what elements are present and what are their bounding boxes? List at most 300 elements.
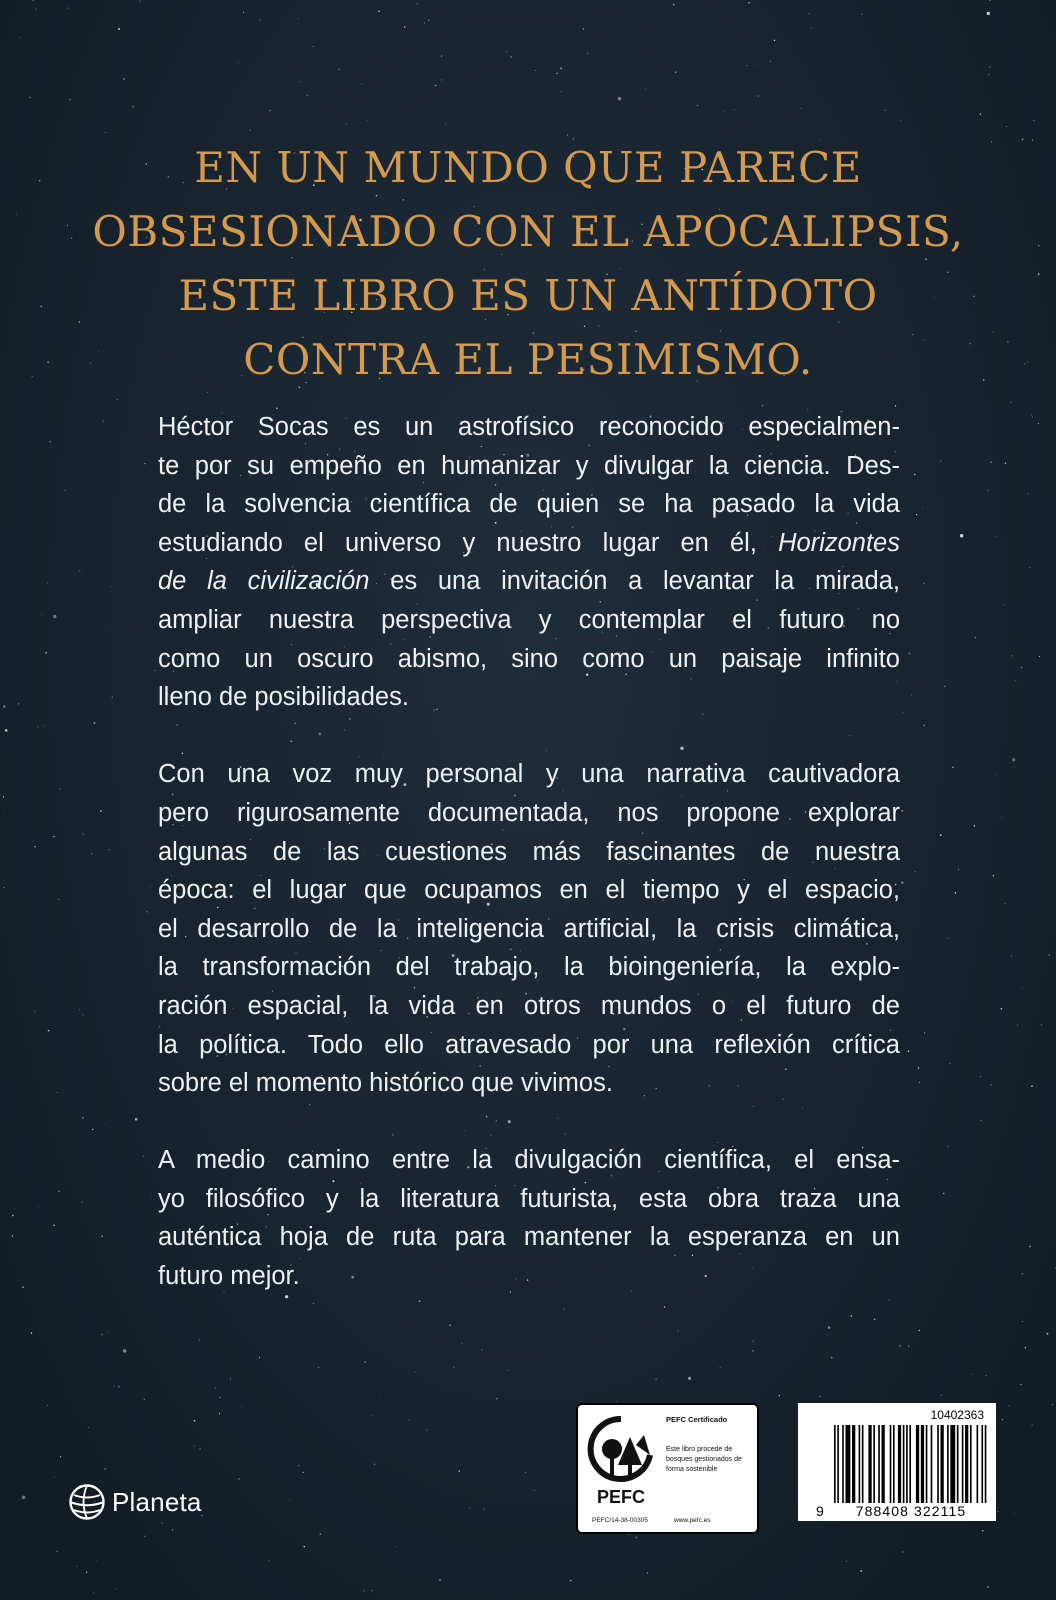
star — [819, 1396, 820, 1397]
star — [752, 1350, 753, 1351]
star — [618, 97, 621, 100]
star — [155, 670, 156, 671]
paragraph-2-line: la transformación del trabajo, la bioingeniería, la explo- — [158, 953, 900, 982]
star — [144, 1536, 145, 1537]
headline-line-3: ESTE LIBRO ES UN ANTÍDOTO — [178, 271, 878, 320]
paragraph-2-line: algunas de las cuestiones más fascinantes de nuestra — [158, 837, 900, 866]
star — [364, 1361, 366, 1363]
star — [635, 1536, 637, 1538]
star — [420, 116, 421, 117]
barcode-bar — [985, 1425, 987, 1503]
barcode-bar — [950, 1425, 955, 1503]
star — [372, 1590, 373, 1591]
star — [94, 722, 96, 724]
paragraph-1-line — [158, 562, 900, 601]
star — [1011, 655, 1012, 656]
star — [1006, 126, 1007, 127]
star — [259, 1357, 260, 1358]
paragraph-2-line: pero rigurosamente documentada, nos propone explorar — [158, 798, 900, 827]
star — [948, 1146, 949, 1147]
star — [918, 1166, 919, 1167]
star — [298, 18, 299, 19]
star — [1016, 680, 1017, 681]
star — [238, 62, 239, 63]
star — [808, 13, 809, 14]
star — [919, 1330, 921, 1332]
star — [22, 1496, 26, 1500]
star — [861, 14, 862, 15]
star — [1039, 656, 1040, 657]
star — [916, 514, 917, 515]
barcode-bar — [898, 1425, 901, 1503]
star — [748, 2, 749, 3]
star — [831, 1357, 832, 1358]
star — [5, 729, 8, 732]
star — [104, 1124, 105, 1125]
star — [924, 725, 925, 726]
star — [899, 1345, 901, 1347]
star — [902, 1551, 903, 1552]
star — [414, 1371, 415, 1372]
star — [50, 441, 51, 442]
star — [1020, 1384, 1021, 1385]
paragraph-1-line: de la solvencia científica de quien se ha pasado la vida — [158, 490, 900, 519]
star — [902, 776, 903, 777]
star — [903, 712, 904, 713]
star — [952, 767, 953, 768]
star — [230, 1378, 231, 1379]
star — [1032, 140, 1033, 141]
star — [105, 132, 106, 133]
star — [664, 1306, 665, 1307]
star — [647, 1572, 648, 1573]
star — [1038, 273, 1040, 275]
star — [53, 615, 56, 618]
paragraph-3 — [158, 1141, 900, 1295]
star — [29, 97, 30, 98]
pefc-trees-icon — [586, 1415, 656, 1509]
star — [47, 361, 49, 363]
star — [989, 0, 991, 1]
star — [525, 1472, 526, 1473]
star — [734, 109, 735, 110]
barcode-bar — [909, 1425, 911, 1503]
paragraph-spacer — [158, 1103, 900, 1142]
barcode-bar — [903, 1425, 905, 1503]
star — [361, 84, 362, 85]
paragraph-2-line: Con una voz muy personal y una narrativa cautivadora — [158, 760, 900, 789]
star — [200, 1448, 201, 1449]
star — [435, 85, 437, 87]
star — [996, 774, 997, 775]
isbn-barcode — [798, 1403, 996, 1521]
paragraph-1-line: ampliar nuestra perspectiva y contemplar el futuro no — [158, 605, 900, 634]
star — [980, 1120, 981, 1121]
star — [109, 627, 110, 628]
star — [948, 938, 949, 939]
barcode-bar — [852, 1425, 855, 1503]
star — [417, 3, 418, 4]
star — [960, 534, 964, 538]
star — [682, 1574, 683, 1575]
paragraph-2 — [158, 755, 900, 1102]
star — [123, 78, 124, 79]
star — [924, 1032, 925, 1033]
star — [32, 376, 33, 377]
barcode-bar — [970, 1425, 972, 1503]
paragraph-3-line: futuro mejor. — [158, 1262, 300, 1291]
star — [911, 694, 912, 695]
star — [428, 20, 429, 21]
star — [616, 1401, 617, 1402]
barcode-bar — [882, 1425, 885, 1503]
star — [458, 1470, 460, 1472]
star — [101, 1333, 103, 1335]
star — [102, 420, 104, 422]
paragraph-3-line: yo filosófico y la literatura futurista, esta obra traza una — [158, 1184, 900, 1213]
star — [1021, 667, 1022, 668]
description — [158, 408, 900, 1296]
star — [955, 892, 957, 894]
star — [53, 836, 54, 837]
star — [746, 65, 747, 66]
star — [506, 51, 507, 52]
book-title-part-2: de la civilización — [158, 567, 370, 596]
star — [289, 1500, 290, 1501]
star — [304, 1546, 305, 1547]
star — [58, 1191, 60, 1193]
star — [1024, 363, 1025, 364]
pefc-certification-label — [576, 1403, 759, 1534]
star — [1030, 567, 1031, 568]
barcode-bar — [890, 1425, 892, 1503]
star — [139, 1, 140, 2]
star — [96, 1560, 97, 1561]
paragraph-1-line — [158, 524, 900, 563]
star — [79, 1009, 80, 1010]
star — [109, 849, 110, 850]
star — [118, 1386, 119, 1387]
paragraph-2-line: ración espacial, la vida en otros mundos o el futuro de — [158, 991, 900, 1020]
star — [570, 1580, 571, 1581]
star — [339, 69, 341, 71]
star — [902, 810, 904, 812]
star — [47, 583, 48, 584]
star — [1002, 1419, 1003, 1420]
star — [31, 1332, 33, 1334]
star — [83, 568, 84, 569]
star — [92, 1129, 93, 1130]
star — [918, 1067, 920, 1069]
barcode-bar — [977, 1425, 979, 1503]
star — [986, 1375, 987, 1376]
star — [39, 180, 40, 181]
star — [1001, 817, 1002, 818]
star — [441, 79, 442, 80]
pefc-mark-text: PEFC — [596, 1487, 646, 1507]
star — [81, 1201, 83, 1203]
barcode-bar — [940, 1425, 943, 1503]
star — [67, 8, 68, 9]
star — [972, 1374, 973, 1375]
star — [1033, 120, 1034, 121]
star — [556, 73, 558, 75]
star — [117, 399, 118, 400]
star — [1032, 416, 1033, 417]
barcode-bar — [878, 1425, 880, 1503]
star — [161, 1522, 163, 1524]
star — [950, 1063, 951, 1064]
barcode-bar — [937, 1425, 939, 1503]
star — [312, 46, 313, 47]
star — [1005, 462, 1007, 464]
star — [300, 81, 301, 82]
star — [53, 1224, 55, 1226]
star — [851, 1315, 853, 1317]
star — [1022, 987, 1023, 988]
star — [1033, 528, 1034, 529]
paragraph-1 — [158, 408, 900, 717]
paragraph-1-line: te por su empeño en humanizar y divulgar la ciencia. Des- — [158, 451, 900, 480]
star — [752, 1340, 754, 1342]
star — [404, 26, 405, 27]
star — [1046, 1333, 1048, 1335]
star — [172, 1529, 173, 1530]
star — [900, 120, 901, 121]
barcode-bar — [845, 1425, 850, 1503]
star — [269, 110, 270, 111]
star — [561, 91, 562, 92]
paragraph-spacer — [158, 717, 900, 756]
star — [1007, 341, 1009, 343]
paragraph-3-line: A medio camino entre la divulgación científica, el ensa- — [158, 1146, 900, 1175]
headline-line-4: CONTRA EL PESIMISMO. — [243, 335, 813, 384]
star — [16, 214, 17, 215]
star — [82, 1014, 83, 1015]
star — [45, 652, 47, 654]
star — [82, 833, 84, 835]
star — [1049, 954, 1051, 956]
star — [908, 1346, 909, 1347]
star — [37, 726, 38, 727]
star — [419, 1300, 421, 1302]
star — [779, 1395, 780, 1396]
star — [889, 1299, 890, 1300]
star — [441, 56, 442, 57]
star — [1038, 423, 1039, 424]
star — [923, 583, 924, 584]
paragraph-2-line: época: el lugar que ocupamos en el tiempo y el espacio, — [158, 876, 900, 905]
star — [645, 88, 646, 89]
star — [510, 56, 512, 58]
barcode-bar — [906, 1425, 908, 1503]
star — [993, 875, 995, 877]
star — [673, 4, 674, 5]
star — [914, 473, 916, 475]
barcode-bar — [873, 1425, 875, 1503]
star — [396, 1546, 397, 1547]
star — [1029, 1246, 1031, 1248]
star — [34, 1011, 35, 1012]
headline-line-2: OBSESIONADO CON EL APOCALIPSIS, — [92, 207, 964, 256]
star — [194, 1420, 196, 1422]
planeta-globe-icon — [68, 1483, 106, 1521]
star — [144, 1399, 145, 1400]
star — [57, 1092, 58, 1093]
star — [909, 653, 910, 654]
star — [675, 71, 677, 73]
star — [770, 61, 771, 62]
star — [243, 12, 244, 13]
star — [12, 1215, 14, 1217]
star — [100, 810, 102, 812]
star — [60, 1456, 61, 1457]
star — [723, 111, 724, 112]
star — [298, 1465, 299, 1466]
star — [1041, 1024, 1042, 1025]
star — [990, 461, 992, 463]
star — [846, 1561, 847, 1562]
star — [469, 1508, 470, 1509]
pefc-description: Este libro procede de bosques gestionados de forma sostenible — [666, 1446, 742, 1473]
star — [32, 0, 33, 1]
star — [3, 705, 5, 707]
star — [426, 1429, 427, 1430]
star — [720, 1367, 721, 1368]
barcode-bar — [931, 1425, 933, 1503]
star — [1014, 1514, 1015, 1515]
star — [18, 703, 19, 704]
star — [1027, 493, 1028, 494]
star — [135, 1118, 138, 1121]
star — [1017, 1024, 1018, 1025]
star — [449, 1325, 450, 1326]
star — [989, 67, 990, 68]
star — [101, 1236, 102, 1237]
star — [194, 1446, 195, 1447]
paragraph-2-line: sobre el momento histórico que vivimos. — [158, 1069, 613, 1098]
star — [424, 22, 425, 23]
publisher-logo — [68, 1482, 202, 1522]
star — [941, 1395, 943, 1397]
star — [1022, 138, 1024, 140]
star — [445, 123, 446, 124]
star — [238, 1478, 239, 1479]
star — [36, 9, 37, 10]
star — [688, 1377, 691, 1380]
star — [1024, 1347, 1026, 1349]
star — [987, 12, 990, 15]
star — [1031, 415, 1032, 416]
book-title-part-1: Horizontes — [778, 528, 900, 557]
star — [1012, 758, 1015, 761]
star — [91, 853, 92, 854]
star — [453, 1366, 454, 1367]
paragraph-1-line: como un oscuro abismo, sino como un paisaje infinito — [158, 644, 900, 673]
star — [944, 686, 945, 687]
barcode-number: 788408 322115 — [855, 1503, 967, 1519]
star — [988, 490, 989, 491]
star — [123, 1349, 126, 1352]
star — [828, 1326, 830, 1328]
star — [507, 1370, 508, 1371]
star — [874, 1319, 876, 1321]
star — [302, 1472, 303, 1473]
star — [76, 1566, 77, 1567]
barcode-first-digit: 9 — [816, 1503, 824, 1519]
star — [144, 463, 145, 464]
star — [995, 1382, 996, 1383]
star — [1011, 402, 1012, 403]
star — [69, 99, 70, 100]
star — [940, 460, 941, 461]
star — [12, 1235, 13, 1236]
paragraph-1-line: lleno de posibilidades. — [158, 683, 409, 712]
star — [534, 1490, 535, 1491]
star — [345, 123, 346, 124]
paragraph-1-text: estudiando el universo y nuestro lugar en él, — [158, 528, 779, 557]
star — [104, 1468, 105, 1469]
star — [1031, 1085, 1033, 1087]
star — [143, 1156, 144, 1157]
star — [1003, 604, 1004, 605]
barcode-bar — [842, 1425, 844, 1503]
star — [320, 1533, 322, 1535]
barcode-bar — [962, 1425, 964, 1503]
star — [86, 1572, 87, 1573]
star — [47, 1405, 48, 1406]
star — [1022, 1321, 1023, 1322]
headline-line-1: EN UN MUNDO QUE PARECE — [194, 143, 862, 192]
star — [38, 1206, 39, 1207]
star — [1001, 1008, 1003, 1010]
star — [919, 1082, 920, 1083]
star — [151, 1194, 152, 1195]
pefc-title: PEFC Certificado — [666, 1415, 728, 1424]
star — [363, 1590, 365, 1592]
star — [250, 130, 251, 131]
star — [943, 1193, 944, 1194]
barcode-bar — [859, 1425, 861, 1503]
star — [1032, 1425, 1033, 1426]
star — [915, 871, 916, 872]
paragraph-3-line: auténtica hoja de ruta para mantener la esperanza en un — [158, 1223, 900, 1252]
star — [974, 825, 976, 827]
paragraph-1-line: Héctor Socas es un astrofísico reconocido especialmen- — [158, 413, 900, 441]
star — [1022, 1273, 1023, 1274]
star — [801, 108, 802, 109]
star — [975, 637, 977, 639]
star — [990, 1084, 992, 1086]
star — [56, 1550, 58, 1552]
star — [371, 1415, 372, 1416]
star — [895, 405, 896, 406]
star — [677, 1330, 678, 1331]
star — [234, 37, 235, 38]
star — [59, 788, 61, 790]
star — [22, 1286, 24, 1288]
star — [43, 725, 44, 726]
star — [3, 887, 5, 889]
star — [147, 911, 148, 912]
star — [219, 1397, 221, 1399]
star — [150, 886, 151, 887]
star — [93, 1593, 94, 1594]
star — [374, 1464, 375, 1465]
star — [908, 1050, 910, 1052]
star — [982, 1530, 983, 1531]
star — [980, 1076, 981, 1077]
